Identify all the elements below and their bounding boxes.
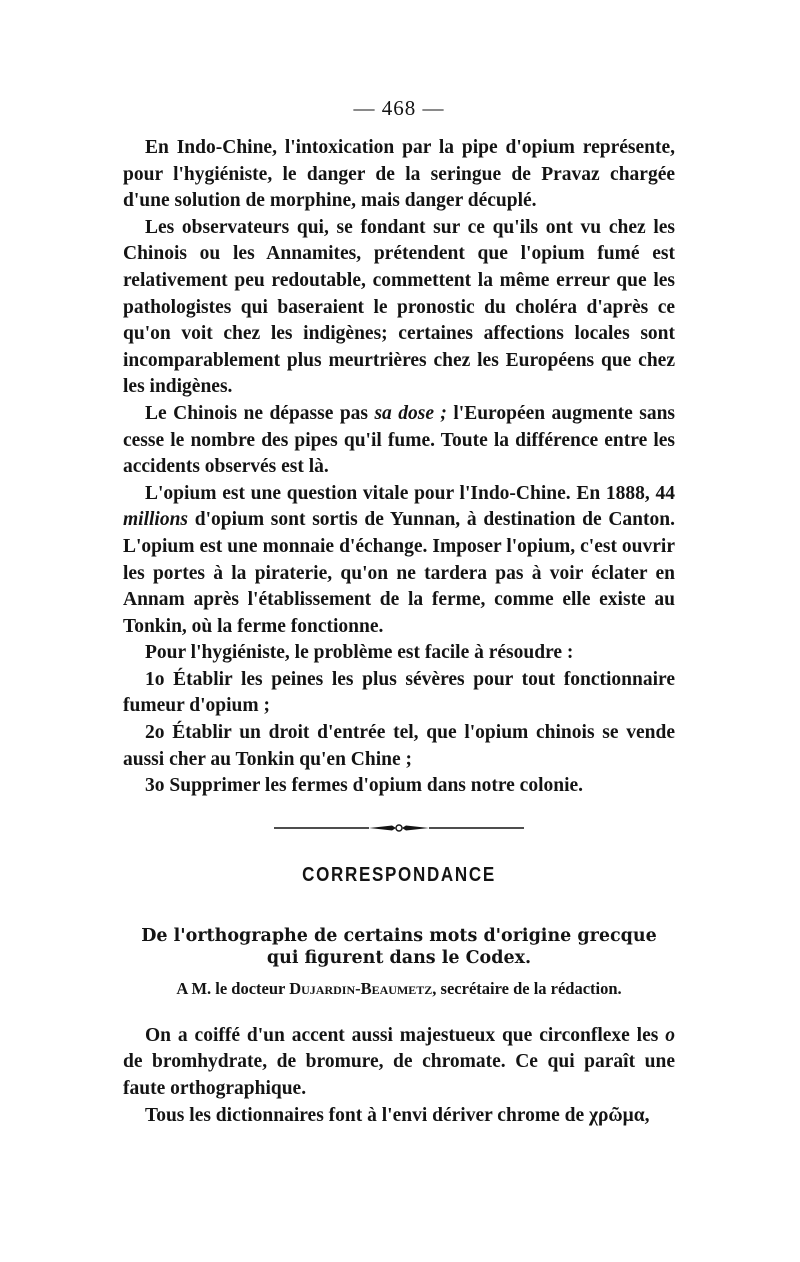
emphasis-millions: millions (123, 509, 189, 531)
text-segment: A M. le docteur (176, 978, 290, 998)
paragraph-observateurs: Les observateurs qui, se fondant sur ce qu'ils ont vu chez les Chinois ou les Annamites, prétendent que l'opium fumé est relativement peu redoutable, commettent la même erreur que les pathologistes qui baseraient le pronostic du choléra d'après ce qu'on voit chez les indigènes; certaines affections locales sont incomparablement plus meurtrières chez les Européens que chez les indigènes. (123, 216, 675, 398)
paragraph-chinois-dose (123, 401, 675, 481)
addressee-line (123, 979, 675, 999)
article-title-line: De l'orthographe de certains mots d'origine grecque (141, 925, 657, 946)
divider-ornament-icon (274, 822, 524, 834)
text-segment: On a coiffé d'un accent aussi majestueux que circonflexe les (145, 1024, 666, 1046)
emphasis-sa-dose: sa dose ; (374, 402, 447, 424)
paragraph-question-vitale (123, 481, 675, 641)
addressee-name: Dujardin-Beaumetz (289, 978, 433, 998)
letter-paragraph-accent (123, 1023, 675, 1103)
text-segment: Le Chinois ne dépasse pas (145, 402, 375, 424)
text-segment: de bromhydrate, de bromure, de chromate. Ce qui paraît une faute orthographique. (123, 1051, 675, 1100)
emphasis-o: o (665, 1024, 675, 1046)
text-segment: , secrétaire de la rédaction. (432, 978, 622, 998)
text-segment: d'opium sont sortis de Yunnan, à destination de Canton. L'opium est une monnaie d'échange. Imposer l'opium, c'est ouvrir les portes à la piraterie, qu'on ne tardera pas à voir éclater en Annam après l'établissement de la ferme, comme elle existe au Tonkin, où la ferme fonctionne. (123, 509, 675, 637)
section-title: CORRESPONDANCE (302, 863, 496, 886)
paragraph-probleme: Pour l'hygiéniste, le problème est facile à résoudre : (145, 642, 574, 664)
list-item-1: 1o Établir les peines les plus sévères pour tout fonctionnaire fumeur d'opium ; (123, 668, 675, 717)
article-title (123, 925, 675, 969)
article-title-line: qui figurent dans le Codex. (266, 947, 532, 968)
ornamental-divider (123, 822, 675, 834)
list-item-3: 3o Supprimer les fermes d'opium dans notre colonie. (145, 775, 584, 797)
letter-paragraph-dictionnaires: Tous les dictionnaires font à l'envi dériver chrome de χρῶμα, (145, 1104, 650, 1126)
page-number: — 468 — (353, 96, 445, 120)
text-segment: L'opium est une question vitale pour l'Indo-Chine. En 1888, 44 (145, 482, 675, 504)
document-page (123, 96, 675, 1129)
text-segment: l'Européen augmente sans cesse le nombre des pipes qu'il fume. Toute la différence entre les accidents observés est là. (123, 402, 676, 478)
list-item-2: 2o Établir un droit d'entrée tel, que l'opium chinois se vende aussi cher au Tonkin qu'en Chine ; (123, 722, 675, 770)
paragraph-intoxication: En Indo-Chine, l'intoxication par la pipe d'opium représente, pour l'hygiéniste, le danger de la seringue de Pravaz chargée d'une solution de morphine, mais danger décuplé. (123, 137, 675, 212)
